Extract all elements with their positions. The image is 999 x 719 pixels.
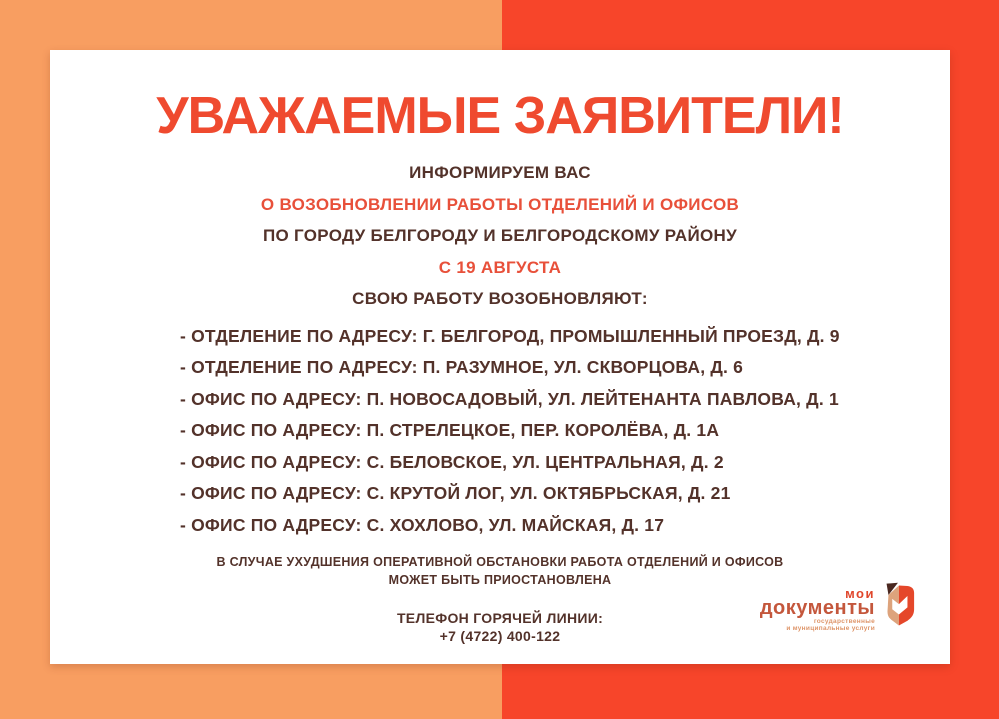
logo-text (760, 582, 875, 632)
list-item: - ОФИС ПО АДРЕСУ: С. БЕЛОВСКОЕ, УЛ. ЦЕНТРАЛЬНАЯ, Д. 2 (180, 451, 724, 472)
hotline-label: ТЕЛЕФОН ГОРЯЧЕЙ ЛИНИИ: (396, 610, 604, 626)
list-item: - ОФИС ПО АДРЕСУ: П. НОВОСАДОВЫЙ, УЛ. ЛЕЙТЕНАНТА ПАВЛОВА, Д. 1 (180, 388, 839, 409)
intro-line: ИНФОРМИРУЕМ ВАС (409, 163, 591, 182)
notice-line: МОЖЕТ БЫТЬ ПРИОСТАНОВЛЕНА (388, 573, 612, 587)
list-item: - ОТДЕЛЕНИЕ ПО АДРЕСУ: П. РАЗУМНОЕ, УЛ. СКВОРЦОВА, Д. 6 (180, 357, 744, 377)
list-item: - ОФИС ПО АДРЕСУ: П. СТРЕЛЕЦКОЕ, ПЕР. КОРОЛЁВА, Д. 1А (180, 420, 720, 440)
list-item: - ОФИС ПО АДРЕСУ: С. ХОХЛОВО, УЛ. МАЙСКАЯ, Д. 17 (180, 514, 665, 535)
intro-line-highlight: О ВОЗОБНОВЛЕНИИ РАБОТЫ ОТДЕЛЕНИЙ И ОФИСОВ (260, 194, 740, 214)
logo-tagline: государственные (813, 618, 875, 625)
list-item: - ОФИС ПО АДРЕСУ: С. КРУТОЙ ЛОГ, УЛ. ОКТЯБРЬСКАЯ, Д. 21 (180, 483, 731, 503)
intro-block (50, 157, 950, 315)
intro-line: СВОЮ РАБОТУ ВОЗОБНОВЛЯЮТ: (352, 289, 648, 308)
moi-dokumenty-logo (760, 582, 916, 634)
address-list (50, 321, 950, 542)
page-title: УВАЖАЕМЫЕ ЗАЯВИТЕЛИ! (156, 87, 844, 145)
logo-word-moi: мои (845, 586, 875, 601)
intro-line: ПО ГОРОДУ БЕЛГОРОДУ И БЕЛГОРОДСКОМУ РАЙОНУ (262, 226, 738, 245)
moi-dokumenty-emblem-icon (878, 582, 916, 634)
intro-line-date: С 19 АВГУСТА (438, 257, 562, 277)
announcement-card (50, 50, 950, 664)
logo-tagline: и муниципальные услуги (786, 625, 875, 632)
notice-line: В СЛУЧАЕ УХУДШЕНИЯ ОПЕРАТИВНОЙ ОБСТАНОВКИ РАБОТА ОТДЕЛЕНИЙ И ОФИСОВ (216, 555, 784, 569)
hotline-phone-number: +7 (4722) 400-122 (439, 628, 561, 644)
logo-word-dokumenty: документы (759, 597, 875, 619)
list-item: - ОТДЕЛЕНИЕ ПО АДРЕСУ: Г. БЕЛГОРОД, ПРОМЫШЛЕННЫЙ ПРОЕЗД, Д. 9 (180, 325, 840, 346)
